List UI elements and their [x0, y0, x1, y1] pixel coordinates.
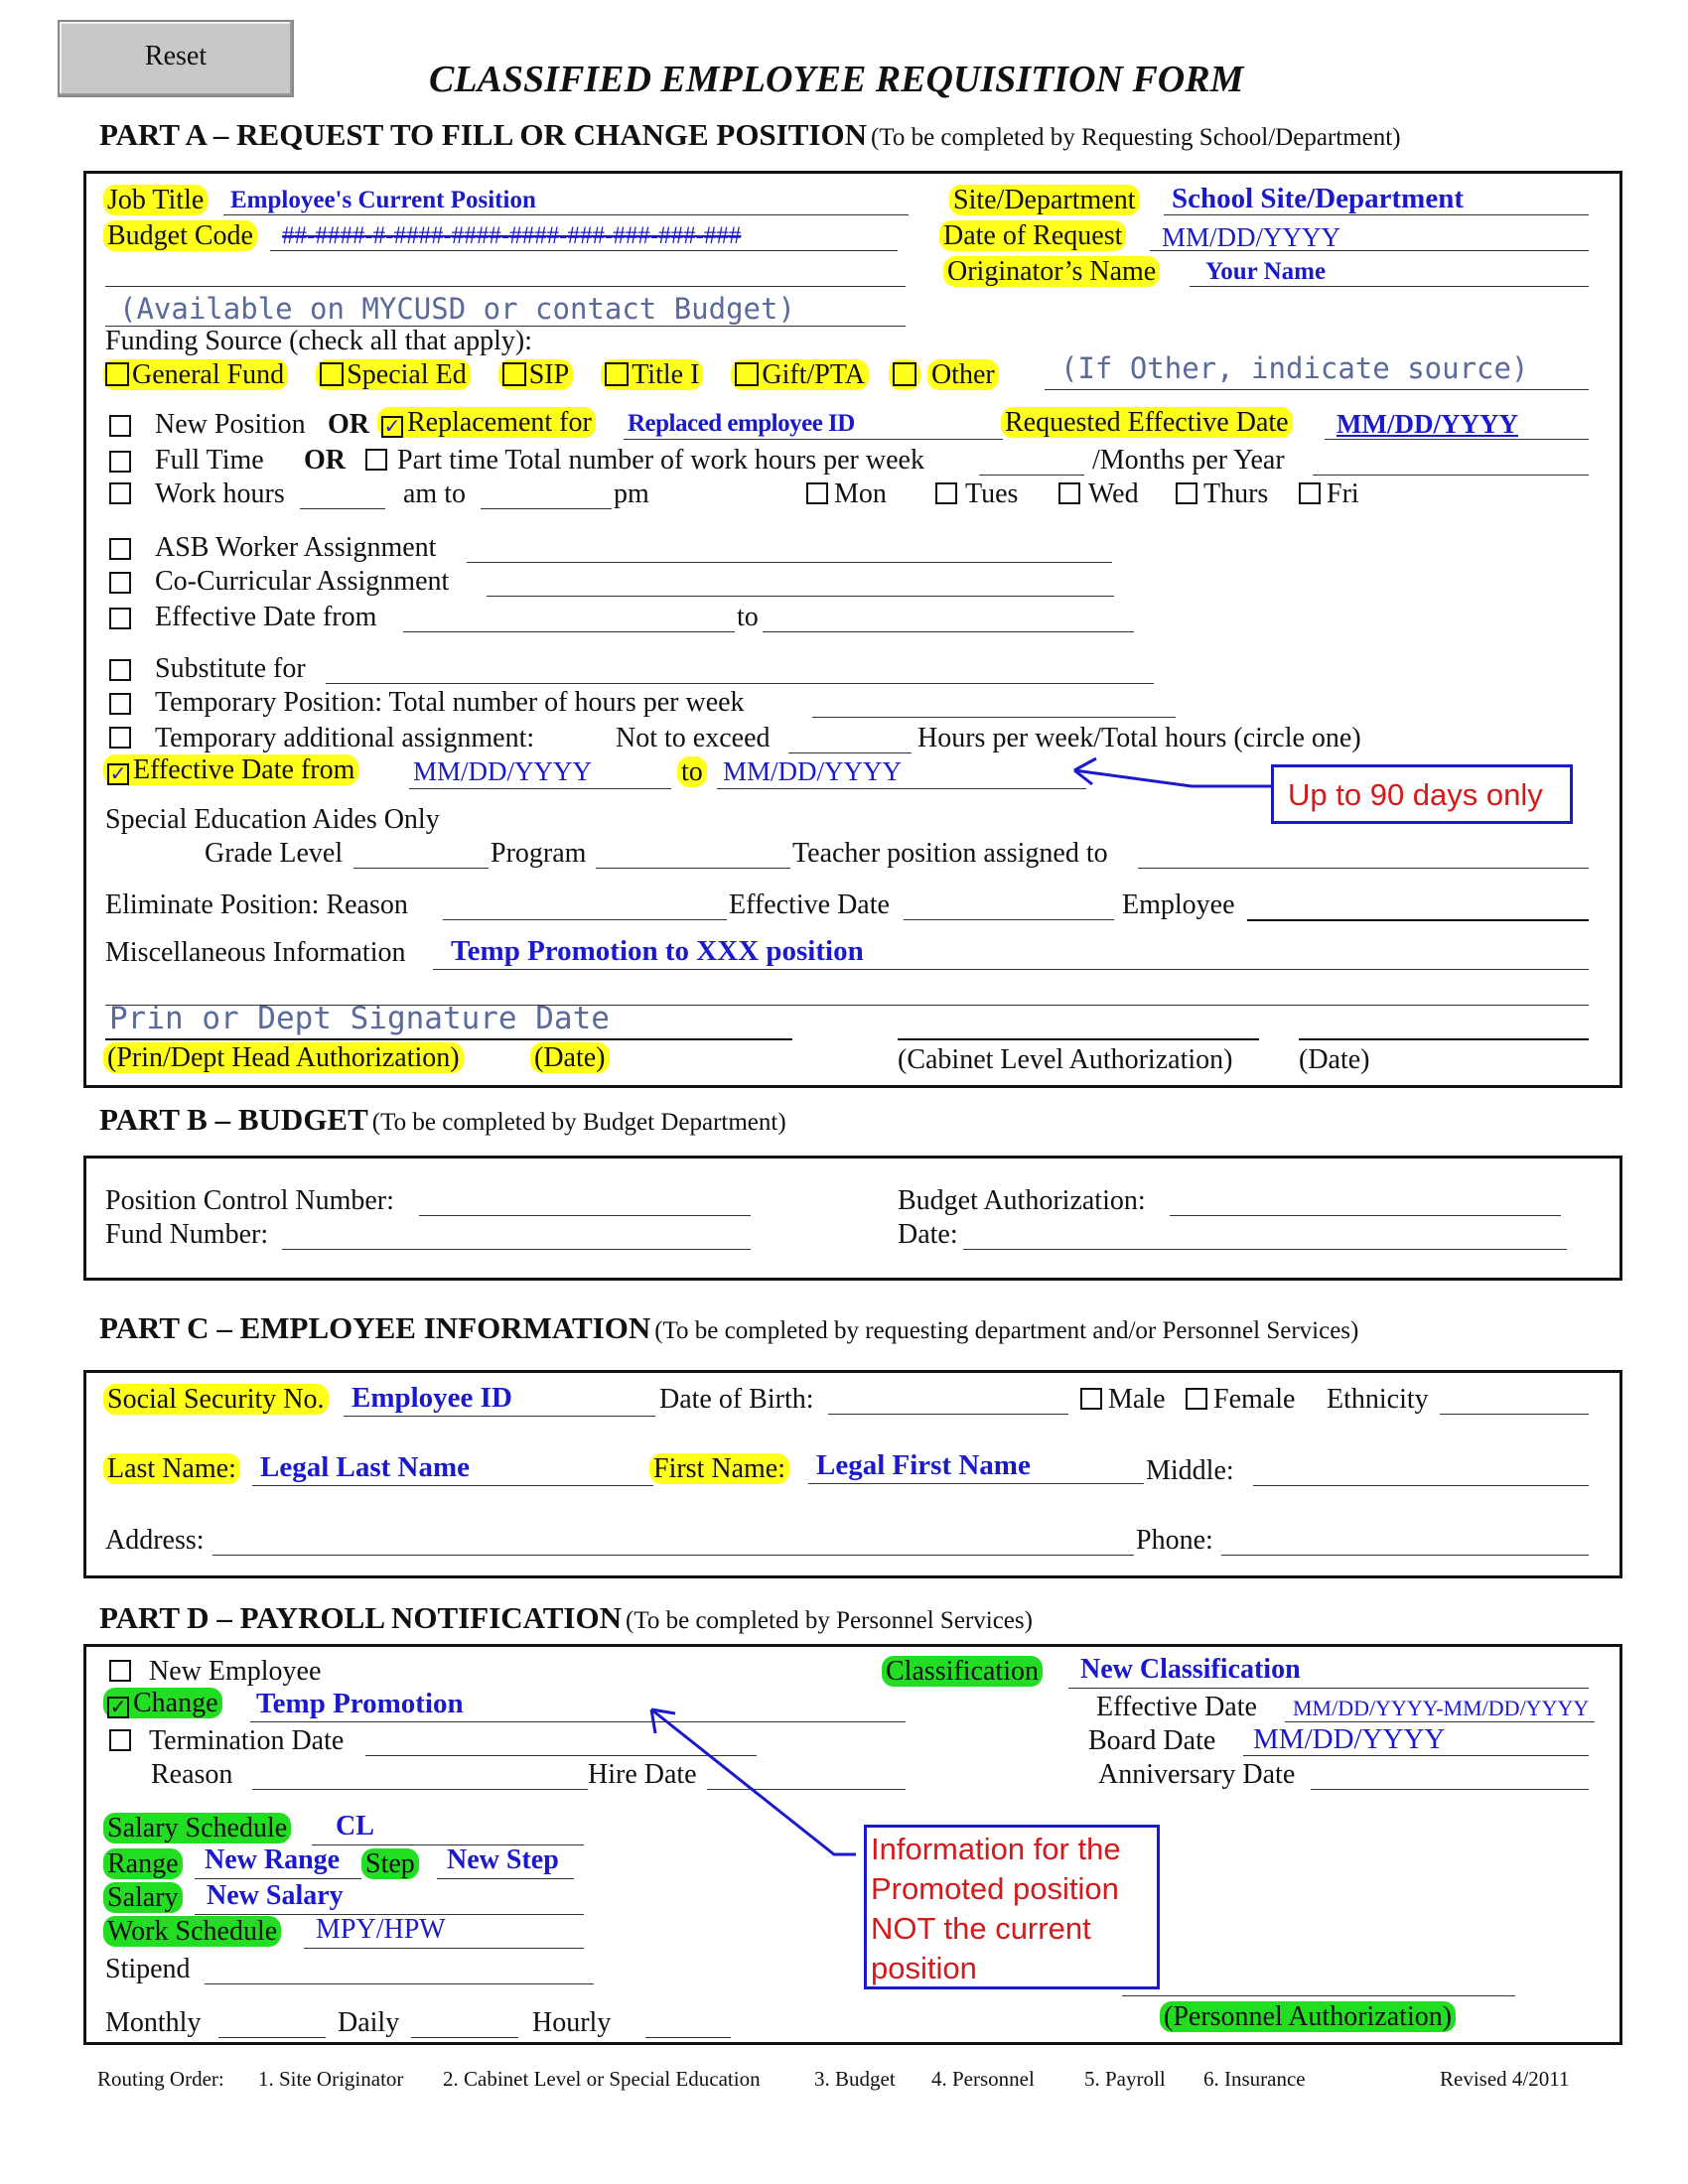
- sped-aides-label: Special Education Aides Only: [105, 804, 440, 835]
- form-title: CLASSIFIED EMPLOYEE REQUISITION FORM: [429, 59, 1244, 100]
- routing-step-2: 2. Cabinet Level or Special Education: [443, 2067, 761, 2091]
- salary-input[interactable]: New Salary: [207, 1880, 344, 1911]
- fund-number-label: Fund Number:: [105, 1219, 269, 1250]
- funding-other-checkbox[interactable]: [889, 359, 920, 390]
- thurs-label: Thurs: [1203, 478, 1269, 509]
- change-checkbox[interactable]: ✓: [107, 1697, 129, 1718]
- effective-date-from-label: Effective Date from: [155, 602, 377, 632]
- routing-step-6: 6. Insurance: [1203, 2067, 1306, 2091]
- step-label: Step: [361, 1848, 419, 1879]
- male-checkbox[interactable]: [1080, 1388, 1102, 1410]
- routing-step-5: 5. Payroll: [1084, 2067, 1166, 2091]
- position-control-label: Position Control Number:: [105, 1185, 394, 1216]
- eliminate-effective-label: Effective Date: [729, 889, 890, 920]
- part-time-label: Part time Total number of work hours per week: [397, 445, 924, 476]
- part-time-checkbox[interactable]: [365, 449, 387, 471]
- callout-line-3: NOT the current: [871, 1911, 1091, 1946]
- promoted-position-callout: [864, 1825, 1160, 1989]
- salary-label: Salary: [103, 1882, 183, 1913]
- months-per-year-label: /Months per Year: [1092, 445, 1285, 476]
- part-b-box: [83, 1156, 1622, 1281]
- temp-effective-to-input[interactable]: MM/DD/YYYY: [723, 756, 903, 786]
- callout-line-2: Promoted position: [871, 1871, 1119, 1906]
- part-c-title: PART C – EMPLOYEE INFORMATION: [99, 1310, 651, 1345]
- fri-label: Fri: [1327, 478, 1359, 509]
- classification-label: Classification: [882, 1656, 1043, 1687]
- salary-schedule-input[interactable]: CL: [336, 1811, 374, 1842]
- funding-special-ed[interactable]: Special Ed: [316, 359, 471, 390]
- monthly-label: Monthly: [105, 2007, 202, 2038]
- pointer-arrow-icon: [626, 1688, 864, 1866]
- first-name-input[interactable]: Legal First Name: [816, 1449, 1031, 1481]
- replacement-input[interactable]: Replaced employee ID: [628, 410, 855, 437]
- routing-step-4: 4. Personnel: [931, 2067, 1035, 2091]
- temp-position-label: Temporary Position: Total number of hours per week: [155, 687, 745, 718]
- work-hours-label: Work hours: [155, 478, 285, 509]
- personnel-auth-label: (Personnel Authorization): [1160, 2001, 1456, 2032]
- reset-button[interactable]: Reset: [58, 20, 294, 97]
- funding-gift-pta[interactable]: Gift/PTA: [731, 359, 869, 390]
- hire-date-label: Hire Date: [588, 1759, 697, 1790]
- job-title-input[interactable]: Employee's Current Position: [230, 187, 536, 213]
- funding-general[interactable]: General Fund: [103, 359, 288, 390]
- replacement-checkbox[interactable]: ✓: [381, 416, 403, 438]
- address-label: Address:: [105, 1525, 205, 1556]
- part-a-note: (To be completed by Requesting School/Department): [870, 124, 1401, 151]
- work-schedule-input[interactable]: MPY/HPW: [316, 1914, 446, 1945]
- new-position-label: New Position: [155, 409, 306, 440]
- job-title-label: Job Title: [103, 185, 208, 215]
- new-employee-checkbox[interactable]: [109, 1660, 131, 1682]
- mon-label: Mon: [834, 478, 887, 509]
- termination-date-label: Termination Date: [149, 1725, 345, 1756]
- prin-date-label: (Date): [530, 1042, 610, 1073]
- funding-source-label: Funding Source (check all that apply):: [105, 326, 532, 356]
- eliminate-employee-label: Employee: [1122, 889, 1235, 920]
- daily-label: Daily: [338, 2007, 400, 2038]
- thurs-checkbox[interactable]: [1176, 482, 1197, 504]
- wed-label: Wed: [1088, 478, 1139, 509]
- full-time-checkbox[interactable]: [109, 451, 131, 473]
- funding-other-input[interactable]: (If Other, indicate source): [1060, 351, 1529, 385]
- effective-date-checkbox[interactable]: [109, 608, 131, 629]
- temp-effective-date-label: ✓ Effective Date from: [103, 754, 358, 785]
- callout-line-4: position: [871, 1951, 977, 1985]
- routing-step-3: 3. Budget: [814, 2067, 896, 2091]
- part-b-title: PART B – BUDGET: [99, 1102, 368, 1137]
- board-date-input[interactable]: MM/DD/YYYY: [1253, 1723, 1446, 1755]
- replacement-label: ✓ Replacement for: [377, 407, 596, 438]
- arrow-icon: [1053, 745, 1291, 804]
- temp-effective-to-label: to: [677, 756, 707, 787]
- female-checkbox[interactable]: [1186, 1388, 1207, 1410]
- first-name-label: First Name:: [649, 1453, 789, 1484]
- part-c-heading: [99, 1310, 1358, 1346]
- not-exceed-label: Not to exceed: [616, 723, 771, 753]
- temp-additional-checkbox[interactable]: [109, 727, 131, 749]
- asb-checkbox[interactable]: [109, 538, 131, 560]
- part-d-heading: [99, 1600, 1033, 1636]
- range-label: Range: [103, 1848, 183, 1879]
- budget-code-input[interactable]: ##-####-#-####-####-####-###-###-###-###: [282, 222, 742, 249]
- dob-label: Date of Birth:: [659, 1384, 814, 1415]
- change-input[interactable]: Temp Promotion: [256, 1688, 464, 1719]
- part-d-note: (To be completed by Personnel Services): [626, 1607, 1033, 1634]
- male-label: Male: [1108, 1384, 1166, 1415]
- temp-additional-label: Temporary additional assignment:: [155, 723, 535, 753]
- funding-other-label: Other: [927, 359, 999, 390]
- originator-label: Originator’s Name: [943, 256, 1160, 287]
- cocurricular-label: Co-Curricular Assignment: [155, 566, 450, 597]
- or-label-1: OR: [328, 409, 369, 440]
- teacher-assigned-label: Teacher position assigned to: [792, 838, 1108, 869]
- step-input[interactable]: New Step: [447, 1844, 559, 1875]
- eff-date-label: Effective Date: [1096, 1692, 1257, 1722]
- prin-auth-label: (Prin/Dept Head Authorization): [103, 1042, 464, 1073]
- wed-checkbox[interactable]: [1058, 482, 1080, 504]
- misc-label: Miscellaneous Information: [105, 937, 406, 968]
- work-schedule-label: Work Schedule: [103, 1916, 281, 1947]
- phone-label: Phone:: [1136, 1525, 1213, 1556]
- cocurricular-checkbox[interactable]: [109, 572, 131, 594]
- part-a-title: PART A – REQUEST TO FILL OR CHANGE POSITION: [99, 117, 867, 152]
- am-to-label: am to: [403, 478, 466, 509]
- ssn-label: Social Security No.: [103, 1384, 329, 1415]
- revised-date: Revised 4/2011: [1440, 2067, 1570, 2091]
- new-position-checkbox[interactable]: [109, 415, 131, 437]
- cabinet-date-label: (Date): [1299, 1044, 1370, 1075]
- asb-label: ASB Worker Assignment: [155, 532, 437, 563]
- temp-effective-date-checkbox[interactable]: ✓: [107, 763, 129, 785]
- or-label-2: OR: [304, 445, 346, 476]
- ethnicity-label: Ethnicity: [1327, 1384, 1429, 1415]
- cabinet-auth-label: (Cabinet Level Authorization): [898, 1044, 1233, 1075]
- salary-schedule-label: Salary Schedule: [103, 1813, 291, 1843]
- tues-checkbox[interactable]: [935, 482, 957, 504]
- requested-effective-date-input[interactable]: MM/DD/YYYY: [1336, 409, 1518, 439]
- date-request-input[interactable]: MM/DD/YYYY: [1162, 222, 1341, 252]
- budget-date-label: Date:: [898, 1219, 958, 1250]
- board-date-label: Board Date: [1088, 1725, 1216, 1756]
- date-request-label: Date of Request: [939, 220, 1126, 251]
- part-d-title: PART D – PAYROLL NOTIFICATION: [99, 1600, 622, 1635]
- termination-checkbox[interactable]: [109, 1729, 131, 1751]
- callout-line-1: Information for the: [871, 1832, 1121, 1866]
- substitute-label: Substitute for: [155, 653, 306, 684]
- new-employee-label: New Employee: [149, 1656, 322, 1687]
- routing-order-label: Routing Order:: [97, 2067, 224, 2091]
- fri-checkbox[interactable]: [1299, 482, 1321, 504]
- part-c-note: (To be completed by requesting department and/or Personnel Services): [654, 1317, 1359, 1344]
- ninety-days-callout: Up to 90 days only: [1271, 764, 1573, 824]
- budget-auth-label: Budget Authorization:: [898, 1185, 1146, 1216]
- funding-title-i[interactable]: Title I: [601, 359, 703, 390]
- hours-week-label: Hours per week/Total hours (circle one): [917, 723, 1361, 753]
- prin-signature-input[interactable]: Prin or Dept Signature Date: [109, 1001, 610, 1036]
- work-hours-checkbox[interactable]: [109, 482, 131, 504]
- anniversary-date-label: Anniversary Date: [1098, 1759, 1296, 1790]
- part-b-note: (To be completed by Budget Department): [371, 1109, 786, 1136]
- pm-label: pm: [614, 478, 649, 509]
- site-label: Site/Department: [949, 185, 1140, 215]
- originator-input[interactable]: Your Name: [1205, 258, 1327, 285]
- mon-checkbox[interactable]: [806, 482, 828, 504]
- grade-level-label: Grade Level: [205, 838, 344, 869]
- budget-code-label: Budget Code: [103, 220, 257, 251]
- last-name-input[interactable]: Legal Last Name: [260, 1451, 471, 1483]
- full-time-label: Full Time: [155, 445, 264, 476]
- temp-effective-from-input[interactable]: MM/DD/YYYY: [413, 756, 593, 786]
- substitute-checkbox[interactable]: [109, 659, 131, 681]
- change-label: ✓ Change: [103, 1688, 222, 1718]
- funding-row: [103, 359, 999, 391]
- middle-name-label: Middle:: [1146, 1455, 1234, 1486]
- classification-input[interactable]: New Classification: [1080, 1654, 1301, 1685]
- last-name-label: Last Name:: [103, 1453, 240, 1484]
- misc-input[interactable]: Temp Promotion to XXX position: [451, 935, 864, 967]
- site-input[interactable]: School Site/Department: [1172, 183, 1464, 214]
- ssn-input[interactable]: Employee ID: [352, 1382, 512, 1414]
- stipend-label: Stipend: [105, 1954, 191, 1984]
- reason-label: Reason: [151, 1759, 233, 1790]
- female-label: Female: [1213, 1384, 1296, 1415]
- funding-sip[interactable]: SIP: [498, 359, 573, 390]
- temp-position-checkbox[interactable]: [109, 693, 131, 715]
- part-b-heading: [99, 1102, 786, 1138]
- effective-date-to-label: to: [737, 602, 759, 632]
- eff-date-input[interactable]: MM/DD/YYYY-MM/DD/YYYY: [1293, 1696, 1590, 1720]
- hourly-label: Hourly: [532, 2007, 612, 2038]
- tues-label: Tues: [965, 478, 1019, 509]
- eliminate-reason-label: Eliminate Position: Reason: [105, 889, 408, 920]
- part-a-heading: [99, 117, 1401, 153]
- requested-effective-date-label: Requested Effective Date: [1001, 407, 1293, 438]
- program-label: Program: [491, 838, 587, 869]
- routing-step-1: 1. Site Originator: [258, 2067, 404, 2091]
- range-input[interactable]: New Range: [205, 1844, 341, 1875]
- budget-code-hint: (Available on MYCUSD or contact Budget): [119, 292, 795, 326]
